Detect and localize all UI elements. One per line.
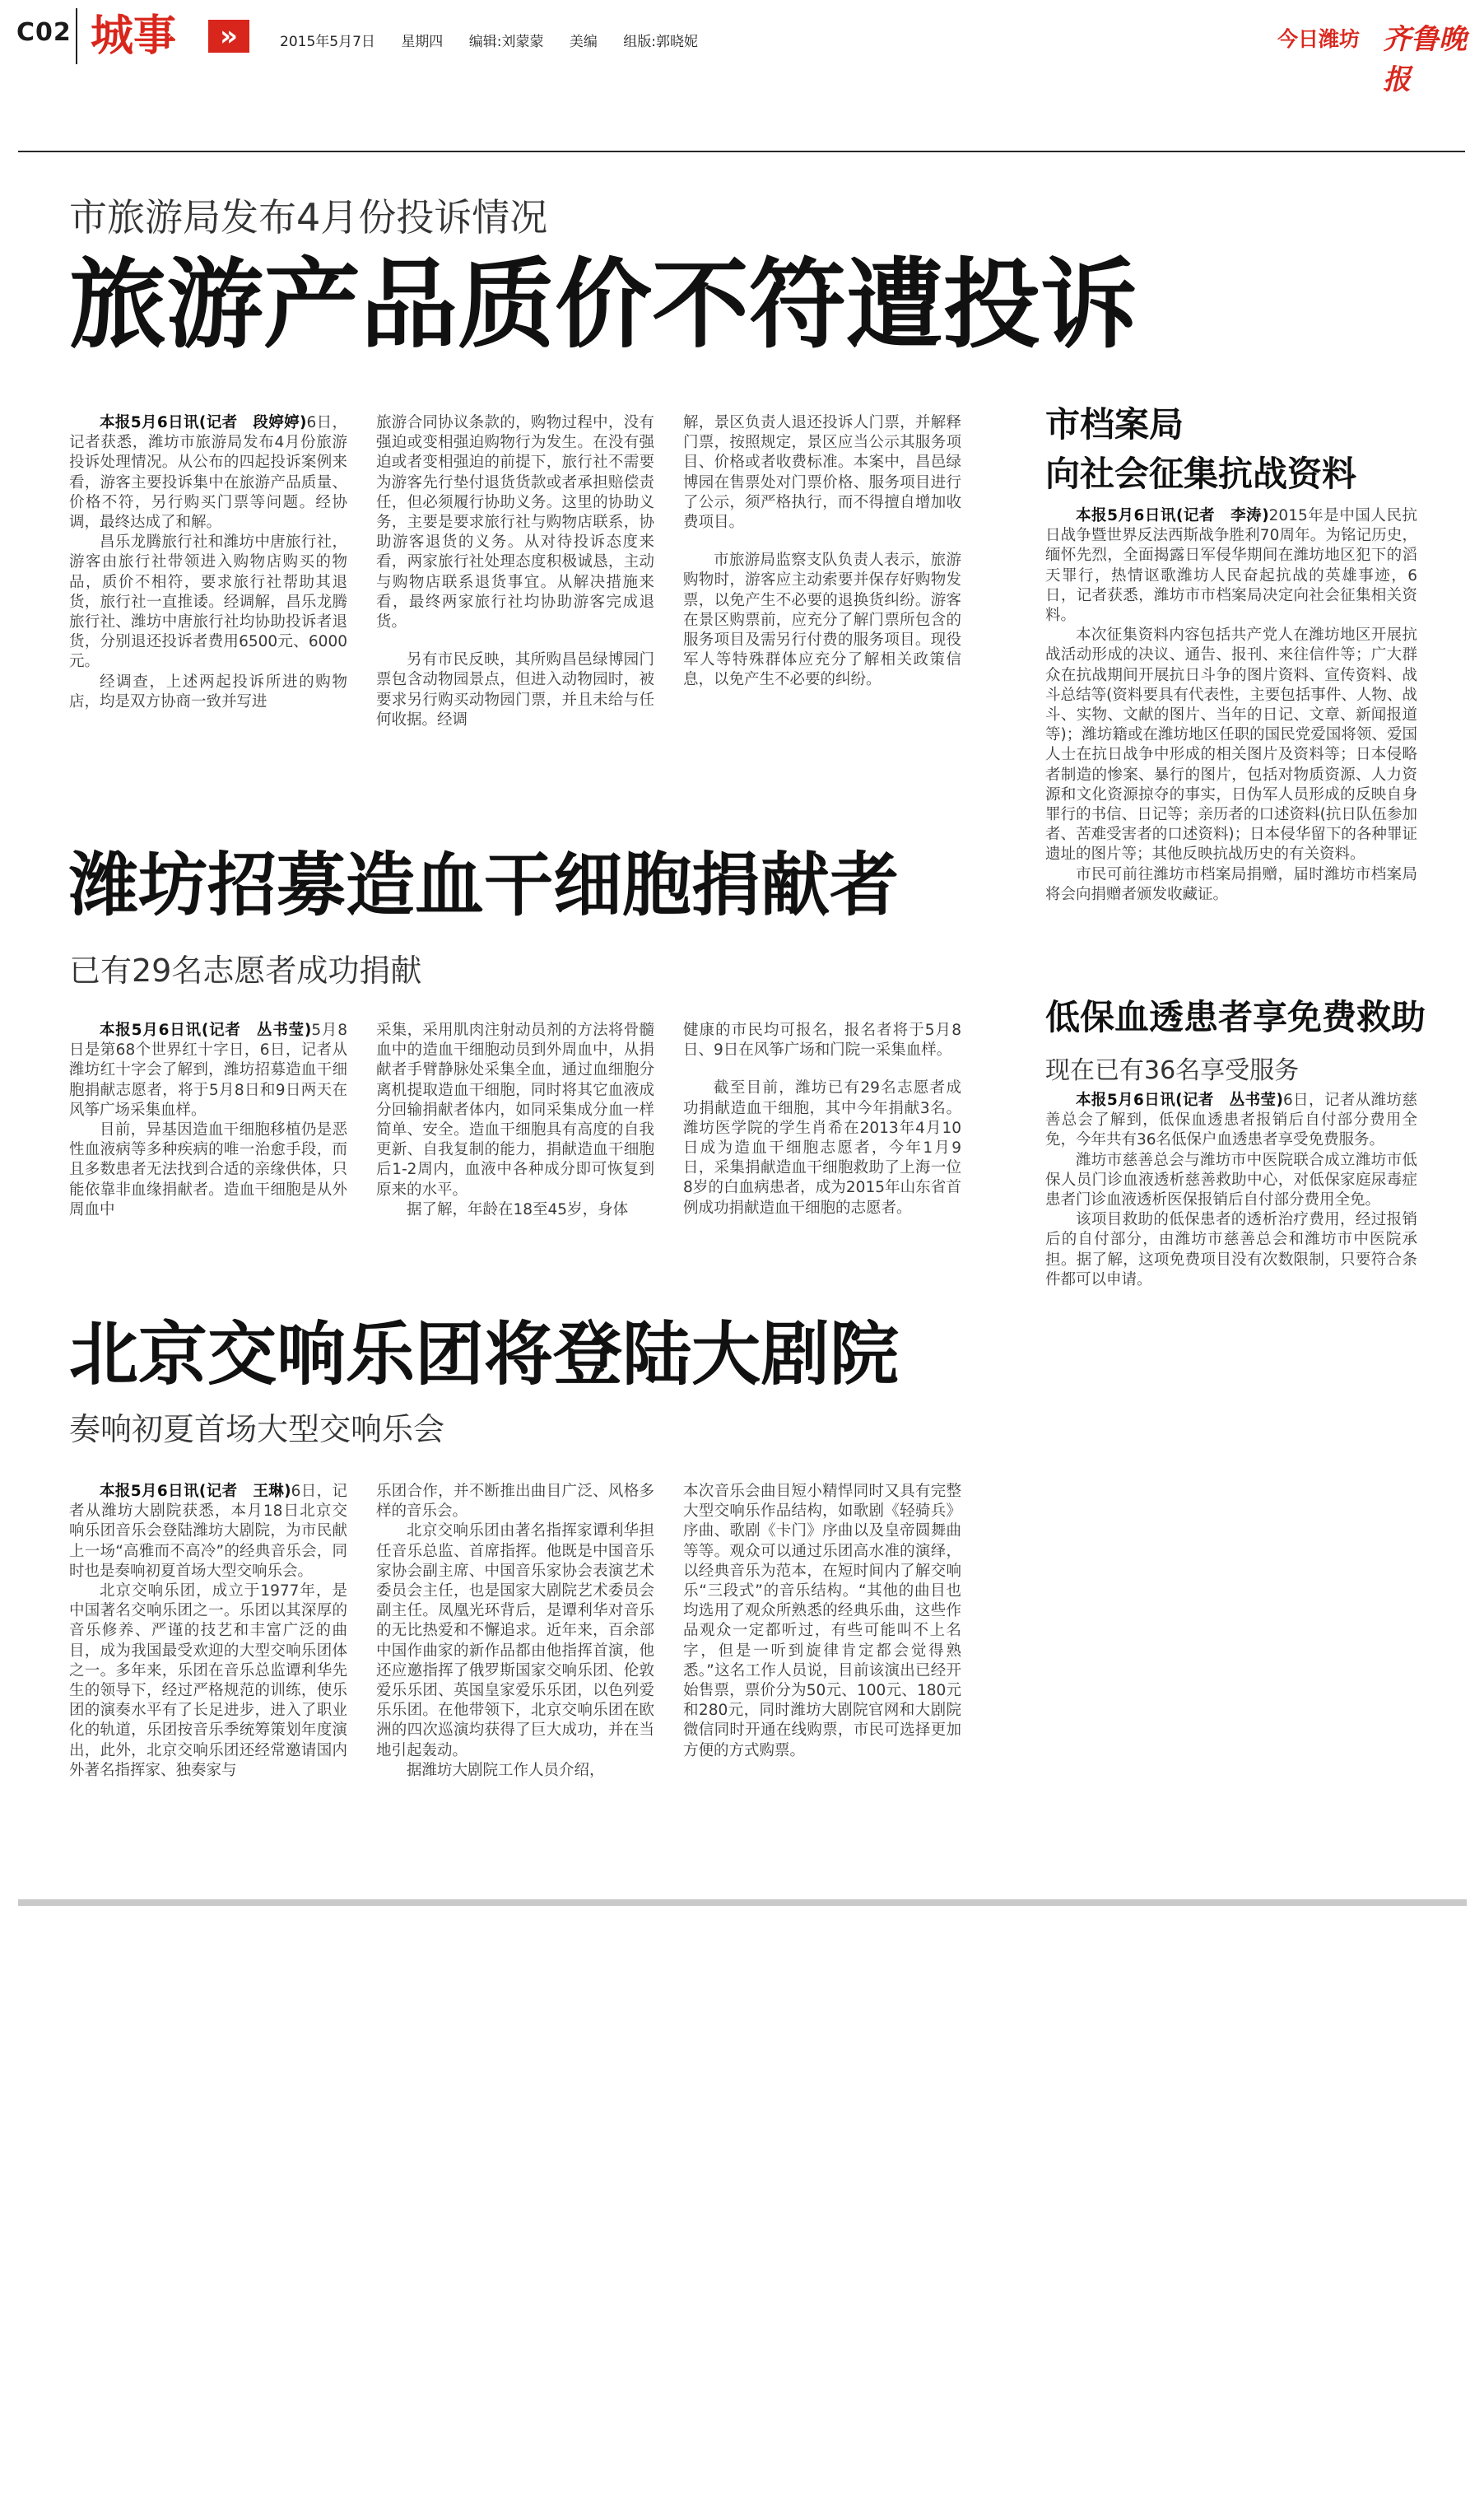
article3-column-2 — [376, 1482, 654, 1865]
article3-column-1 — [69, 1482, 347, 1865]
article3-paragraph: 北京交响乐团由著名指挥家谭利华担任音乐总监、首席指挥。他既是中国音乐家协会副主席、中国音乐家协会表演艺术委员会主任，也是国家大剧院艺术委员会副主任。凤凰光环背后，是谭利华对音乐的无比热爱和不懈追求。近年来，百余部中国作曲家的新作品都由他指挥首演，他还应邀指挥了俄罗斯国家交响乐团、伦敦爱乐乐团、英国皇家爱乐乐团，以色列爱乐乐团。在他带领下，北京交响乐团在欧洲的四次巡演均获得了巨大成功，并在当地引起轰动。 — [376, 1522, 654, 1759]
article2-byline: 本报5月6日讯(记者 丛书莹) — [100, 1022, 312, 1039]
side2-subhead: 现在已有36名享受服务 — [1045, 1056, 1300, 1085]
article1-paragraph: 旅游合同协议条款的，购物过程中，没有强迫或变相强迫购物行为发生。在没有强迫或者变相强迫的前提下，旅行社不需要为游客先行垫付退货货款或者承担赔偿责任，但必须履行协助义务。这里的协助义务，主要是要求旅行社与购物店联系，协助游客退货的义务。从对待投诉态度来看，两家旅行社处理态度积极诚恳，主动与购物店联系退货事宜。从解决措施来看，最终两家旅行社均协助游客完成退货。 — [376, 414, 654, 631]
article2-paragraph: 采集，采用肌肉注射动员剂的方法将骨髓血中的造血干细胞动员到外周血中，从捐献者手臂静脉处采集全血，通过血细胞分离机提取造血干细胞，同时将其它血液成分回输捐献者体内，如同采集成分血一样简单、安全。造血干细胞具有高度的自我更新、自我复制的能力，捐献造血干细胞后1-2周内，血液中各种成分即可恢复到原来的水平。 — [376, 1022, 654, 1199]
section-arrow-icon: » — [208, 20, 249, 53]
issue-date: 2015年5月7日 — [280, 34, 375, 50]
article2-paragraph: 健康的市民均可报名，报名者将于5月8日、9日在风筝广场和门院一采集血样。 — [683, 1022, 961, 1060]
article1-paragraph: 市旅游局监察支队负责人表示，旅游购物时，游客应主动索要并保存好购物发票，以免产生不必要的退换货纠纷。游客在景区购票前，应充分了解门票所包含的服务项目及需另行付费的服务项目。现役军人等特殊群体应充分了解相关政策信息，以免产生不必要的纠纷。 — [683, 552, 961, 689]
article2-subhead: 已有29名志愿者成功捐献 — [69, 953, 422, 989]
article1-paragraph: 解，景区负责人退还投诉人门票，并解释门票，按照规定，景区应当公示其服务项目、价格或者收费标准。本案中，昌邑绿博园在售票处对门票价格、服务项目进行了公示，须严格执行，而不得擅自增加收费项目。 — [683, 414, 961, 532]
section-name: 城事 — [91, 12, 177, 61]
layout-credit: 组版:郭晓妮 — [623, 34, 698, 50]
article1-paragraph: 经调查，上述两起投诉所进的购物店，均是双方协商一致并写进 — [69, 673, 347, 710]
page-number: C02 — [16, 18, 72, 47]
side1-title-line-1: 市档案局 — [1045, 404, 1184, 445]
article3-paragraph: 据潍坊大剧院工作人员介绍， — [407, 1761, 605, 1779]
side2-paragraph: 该项目救助的低保患者的透析治疗费用，经过报销后的自付部分，由潍坊市慈善总会和潍坊市中医院承担。据了解，这项免费项目没有次数限制，只要符合条件都可以申请。 — [1045, 1211, 1417, 1288]
article3-subhead: 奏响初夏首场大型交响乐会 — [69, 1411, 445, 1447]
article3-paragraph: 乐团合作，并不断推出曲目广泛、风格多样的音乐会。 — [376, 1483, 654, 1521]
side1-body — [1045, 506, 1417, 992]
article3-paragraph: 北京交响乐团，成立于1977年，是中国著名交响乐团之一。乐团以其深厚的音乐修养、严谨的技艺和丰富广泛的曲目，成为我国最受欢迎的大型交响乐团体之一。多年来，乐团在音乐总监谭利华先生的领导下，经过严格规范的训练，使乐团的演奏水平有了长足进步，进入了职业化的轨道，乐团按音乐季统筹策划年度演出，此外，北京交响乐团还经常邀请国内外著名指挥家、独奏家与 — [69, 1582, 347, 1779]
article2-column-1 — [69, 1021, 347, 1265]
side1-title-line-2: 向社会征集抗战资料 — [1045, 454, 1357, 494]
footer-rule — [18, 1899, 1467, 1906]
article1-column-2 — [376, 413, 654, 792]
art-credit: 美编 — [569, 34, 598, 50]
article1-column-1 — [69, 413, 347, 792]
article2-column-2 — [376, 1021, 654, 1265]
article2-headline: 潍坊招募造血干细胞捐献者 — [69, 845, 900, 925]
issue-meta — [280, 30, 719, 50]
side1-paragraph: 2015年是中国人民抗日战争暨世界反法西斯战争胜利70周年。为铭记历史，缅怀先烈，全面揭露日军侵华期间在潍坊地区犯下的滔天罪行，热情讴歌潍坊人民奋起抗战的英雄事迹，6日，记者获悉，潍坊市市档案局决定向社会征集相关资料。 — [1045, 507, 1417, 625]
article1-headline: 旅游产品质价不符遭投诉 — [69, 248, 1138, 361]
article1-byline: 本报5月6日讯(记者 段婷婷) — [100, 414, 307, 431]
article3-headline: 北京交响乐团将登陆大剧院 — [69, 1314, 900, 1395]
article1-paragraph: 6日，记者获悉，潍坊市旅游局发布4月份旅游投诉处理情况。从公布的四起投诉案例来看，游客主要投诉集中在旅游产品质量、价格不符，另行购买门票等问题。经协调，最终达成了和解。 — [69, 414, 347, 532]
header-divider — [76, 8, 77, 64]
article2-paragraph: 5月8日是第68个世界红十字日，6日，记者从潍坊红十字会了解到，潍坊招募造血干细胞捐献志愿者，将于5月8日和9日两天在风筝广场采集血样。 — [69, 1022, 347, 1119]
article2-paragraph: 据了解，年龄在18至45岁，身体 — [407, 1200, 629, 1218]
side1-byline: 本报5月6日讯(记者 李涛) — [1076, 507, 1269, 524]
side2-title: 低保血透患者享免费救助 — [1045, 997, 1426, 1037]
side2-body — [1045, 1091, 1417, 1354]
article2-paragraph: 目前，异基因造血干细胞移植仍是恶性血液病等多种疾病的唯一治愈手段，而且多数患者无法找到合适的亲缘供体，只能依靠非血缘捐献者。造血干细胞是从外周血中 — [69, 1121, 347, 1218]
brand-today: 今日潍坊 — [1277, 27, 1361, 51]
article3-paragraph: 6日，记者从潍坊大剧院获悉，本月18日北京交响乐团音乐会登陆潍坊大剧院，为市民献上一场“高雅而不高冷”的经典音乐会，同时也是奏响初夏首场大型交响乐会。 — [69, 1483, 347, 1580]
article1-column-3 — [683, 413, 961, 792]
issue-weekday: 星期四 — [401, 34, 444, 50]
article3-byline: 本报5月6日讯(记者 王琳) — [100, 1483, 291, 1500]
side2-paragraph: 潍坊市慈善总会与潍坊市中医院联合成立潍坊市低保人员门诊血液透析慈善救助中心，对低保家庭尿毒症患者门诊血液透析医保报销后自付部分费用全免。 — [1045, 1151, 1417, 1209]
article1-paragraph: 昌乐龙腾旅行社和潍坊中唐旅行社，游客由旅行社带领进入购物店购买的物品，质价不相符，要求旅行社帮助其退货，旅行社一直推诿。经调解，昌乐龙腾旅行社、潍坊中唐旅行社均协助投诉者退货，分别退还投诉者费用6500元、6000元。 — [69, 533, 347, 671]
article3-paragraph: 本次音乐会曲目短小精悍同时又具有完整大型交响乐作品结构，如歌剧《轻骑兵》序曲、歌剧《卡门》序曲以及皇帝圆舞曲等等。观众可以通过乐团高水准的演绎，以经典音乐为范本，在短时间内了解交响乐“三段式”的音乐结构。“其他的曲目也均选用了观众所熟悉的经典乐曲，这些作品观众一定都听过，有些可能叫不上名字，但是一听到旋律肯定都会觉得熟悉。”这名工作人员说，目前该演出已经开始售票，票价分为50元、100元、180元和280元，同时潍坊大剧院官网和大剧院微信同时开通在线购票，市民可选择更加方便的方式购票。 — [683, 1483, 961, 1759]
side2-byline: 本报5月6日讯(记者 丛书莹) — [1076, 1092, 1283, 1109]
editor-credit: 编辑:刘蒙蒙 — [468, 34, 544, 50]
side1-paragraph: 本次征集资料内容包括共产党人在潍坊地区开展抗战活动形成的决议、通告、报刊、来往信件等；广大群众在抗战期间开展抗日斗争的图片资料、宣传资料、战斗总结等(资料要具有代表性，主要包括事件、人物、战斗、实物、文献的图片、当年的日记、文章、新闻报道等)；潍坊籍或在潍坊地区任职的国民党爱国将领、爱国人士在抗日战争中形成的相关图片及资料等；日本侵略者制造的惨案、暴行的图片，包括对物质资源、人力资源和文化资源掠夺的事实，日伪军人员形成的反映自身罪行的书信、日记等；亲历者的口述资料(抗日队伍参加者、苦难受害者的口述资料)；日本侵华留下的各种罪证遗址的图片等；其他反映抗战历史的有关资料。 — [1045, 627, 1417, 864]
side2-paragraph: 6日，记者从潍坊慈善总会了解到，低保血透患者报销后自付部分费用全免，今年共有36名低保户血透患者享受免费服务。 — [1045, 1092, 1417, 1149]
article1-kicker: 市旅游局发布4月份投诉情况 — [69, 195, 548, 240]
article2-column-3 — [683, 1021, 961, 1265]
article3-column-3 — [683, 1482, 961, 1865]
article2-paragraph: 截至目前，潍坊已有29名志愿者成功捐献造血干细胞，其中今年捐献3名。潍坊医学院的学生肖希在2013年4月10日成为造血干细胞志愿者，今年1月9日，采集捐献造血干细胞救助了上海一位8岁的白血病患者，成为2015年山东省首例成功捐献造血干细胞的志愿者。 — [683, 1079, 961, 1217]
newspaper-logo: 齐鲁晚报 — [1383, 23, 1467, 96]
header-rule — [18, 151, 1465, 152]
side1-paragraph: 市民可前往潍坊市档案局捐赠，届时潍坊市档案局将会向捐赠者颁发收藏证。 — [1045, 865, 1417, 903]
article1-paragraph: 另有市民反映，其所购昌邑绿博园门票包含动物园景点，但进入动物园时，被要求另行购买动物园门票，并且未给与任何收据。经调 — [376, 651, 654, 729]
